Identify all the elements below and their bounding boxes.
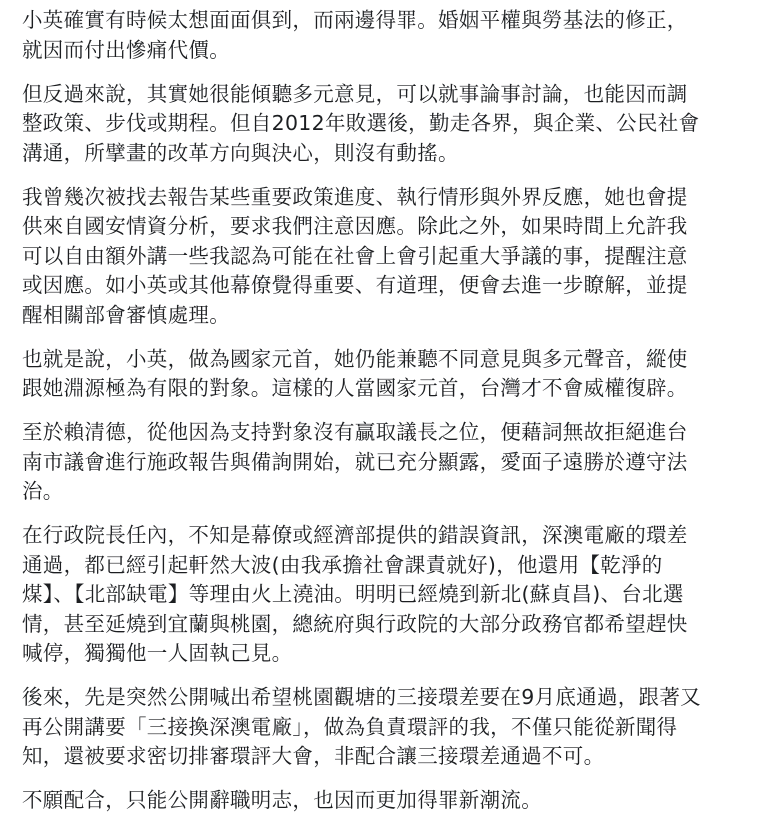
paragraph-line: 溝通，所擘畫的改革方向與決心，則沒有動搖。 [22, 140, 459, 165]
paragraph-line: 跟她淵源極為有限的對象。這樣的人當國家元首，台灣才不會威權復辟。 [22, 376, 688, 400]
post-paragraph [22, 80, 757, 169]
paragraph-line: 後來，先是突然公開喊出希望桃園觀塘的三接環差要在9月底通過，跟著又 [22, 685, 701, 709]
post-paragraph [22, 418, 757, 507]
paragraph-line: 不願配合，只能公開辭職明志，也因而更加得罪新潮流。 [22, 788, 542, 812]
post-paragraph [22, 183, 757, 331]
paragraph-line: 知，還被要求密切排審環評大會，非配合讓三接環差通過不可。 [22, 744, 605, 768]
paragraph-line: 或因應。如小英或其他幕僚覺得重要、有道理，便會去進一步瞭解，並提 [22, 273, 688, 297]
paragraph-line: 至於賴清德，從他因為支持對象沒有贏取議長之位，便藉詞無故拒絕進台 [22, 420, 688, 444]
paragraph-line: 在行政院長任內，不知是幕僚或經濟部提供的錯誤資訊，深澳電廠的環差 [22, 523, 688, 547]
post-paragraph [22, 6, 757, 65]
paragraph-line: 但反過來說，其實她很能傾聽多元意見，可以就事論事討論，也能因而調 [22, 81, 688, 106]
paragraph-line: 也就是說，小英，做為國家元首，她仍能兼聽不同意見與多元聲音，縱使 [22, 346, 688, 371]
paragraph-line: 治。 [22, 479, 64, 503]
paragraph-line: 整政策、步伐或期程。但自2012年敗選後，勤走各界，與企業、公民社會 [22, 111, 700, 135]
paragraph-line: 南市議會進行施政報告與備詢開始，就已充分顯露，愛面子遠勝於遵守法 [22, 449, 688, 474]
paragraph-line: 再公開講要「三接換深澳電廠」，做為負責環評的我，不僅只能從新聞得 [22, 714, 678, 739]
paragraph-line: 煤】、【北部缺電】等理由火上澆油。明明已經燒到新北(蘇貞昌)、台北選 [22, 582, 684, 606]
post-paragraph [22, 786, 757, 816]
paragraph-line: 我曾幾次被找去報告某些重要政策進度、執行情形與外界反應，她也會提 [22, 184, 688, 209]
paragraph-line: 可以自由額外講一些我認為可能在社會上會引起重大爭議的事，提醒注意 [22, 243, 688, 268]
post-paragraph [22, 683, 757, 772]
post-paragraph [22, 345, 757, 404]
paragraph-line: 供來自國安情資分析，要求我們注意因應。除此之外，如果時間上允許我 [22, 214, 688, 238]
paragraph-line: 喊停，獨獨他一人固執己見。 [22, 641, 293, 665]
post-paragraph [22, 521, 757, 669]
paragraph-line: 情，甚至延燒到宜蘭與桃園，總統府與行政院的大部分政務官都希望趕快 [22, 611, 688, 636]
paragraph-line: 通過，都已經引起軒然大波(由我承擔社會課責就好)，他還用【乾淨的 [22, 552, 663, 577]
post-body [22, 6, 757, 830]
paragraph-line: 小英確實有時候太想面面俱到，而兩邊得罪。婚姻平權與勞基法的修正， [22, 8, 688, 32]
paragraph-line: 就因而付出慘痛代價。 [22, 37, 230, 62]
paragraph-line: 醒相關部會審慎處理。 [22, 302, 230, 327]
